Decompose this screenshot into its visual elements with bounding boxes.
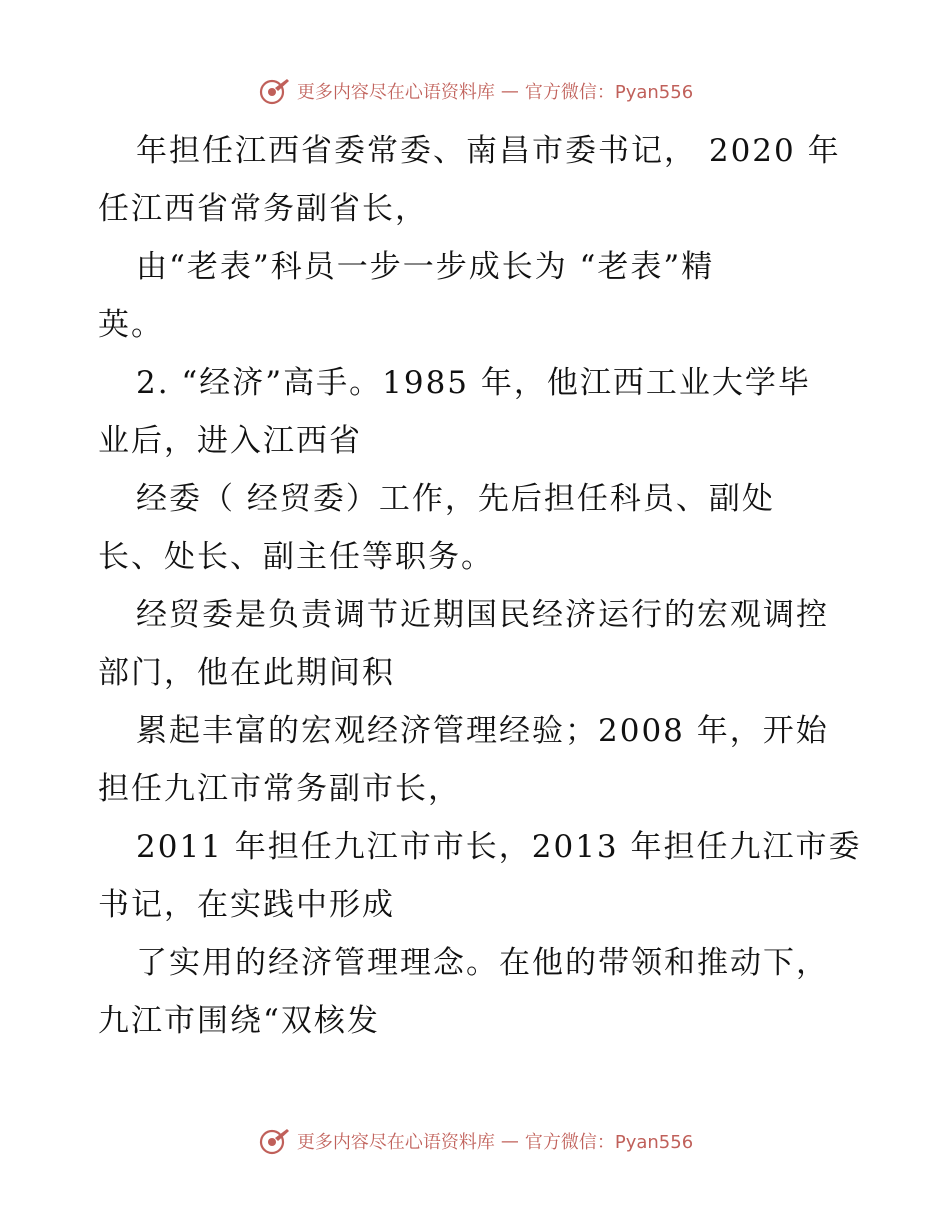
footer-watermark <box>0 1126 950 1156</box>
text-line: 经委（ 经贸委）工作，先后担任科员、副处 <box>136 481 775 517</box>
text-line: 部门，他在此期间积 <box>98 655 395 691</box>
watermark-wechat-text: 官方微信：Pyan556 <box>524 1132 694 1153</box>
text-line: 由“老表”科员一步一步成长为 “老表”精 <box>136 249 715 285</box>
watermark-dash: — <box>500 80 519 102</box>
text-line: 九江市围绕“双核发 <box>98 1003 380 1039</box>
text-line: 长、处长、副主任等职务。 <box>98 539 494 575</box>
document-body <box>98 122 862 1050</box>
text-line: 年担任江西省委常委、南昌市委书记， 2020 年 <box>136 133 841 169</box>
watermark-dash: — <box>500 1130 519 1152</box>
pen-logo-icon <box>257 76 291 106</box>
text-line: 经贸委是负责调节近期国民经济运行的宏观调控 <box>136 597 829 633</box>
header-watermark <box>0 76 950 106</box>
pen-logo-icon <box>257 1126 291 1156</box>
text-line: 书记，在实践中形成 <box>98 887 395 923</box>
text-line: 任江西省常务副省长， <box>98 191 428 227</box>
watermark-brand-text: 更多内容尽在心语资料库 <box>296 1132 495 1153</box>
text-line: 业后，进入江西省 <box>98 423 362 459</box>
text-line: 英。 <box>98 307 164 343</box>
text-line: 了实用的经济管理理念。在他的带领和推动下， <box>136 945 829 981</box>
text-line: 2. “经济”高手。1985 年，他江西工业大学毕 <box>136 365 811 401</box>
watermark-wechat-text: 官方微信：Pyan556 <box>524 82 694 103</box>
watermark-brand-text: 更多内容尽在心语资料库 <box>296 82 495 103</box>
text-line: 累起丰富的宏观经济管理经验；2008 年，开始 <box>136 713 829 749</box>
text-line: 2011 年担任九江市市长，2013 年担任九江市委 <box>136 829 862 865</box>
text-line: 担任九江市常务副市长， <box>98 771 461 807</box>
